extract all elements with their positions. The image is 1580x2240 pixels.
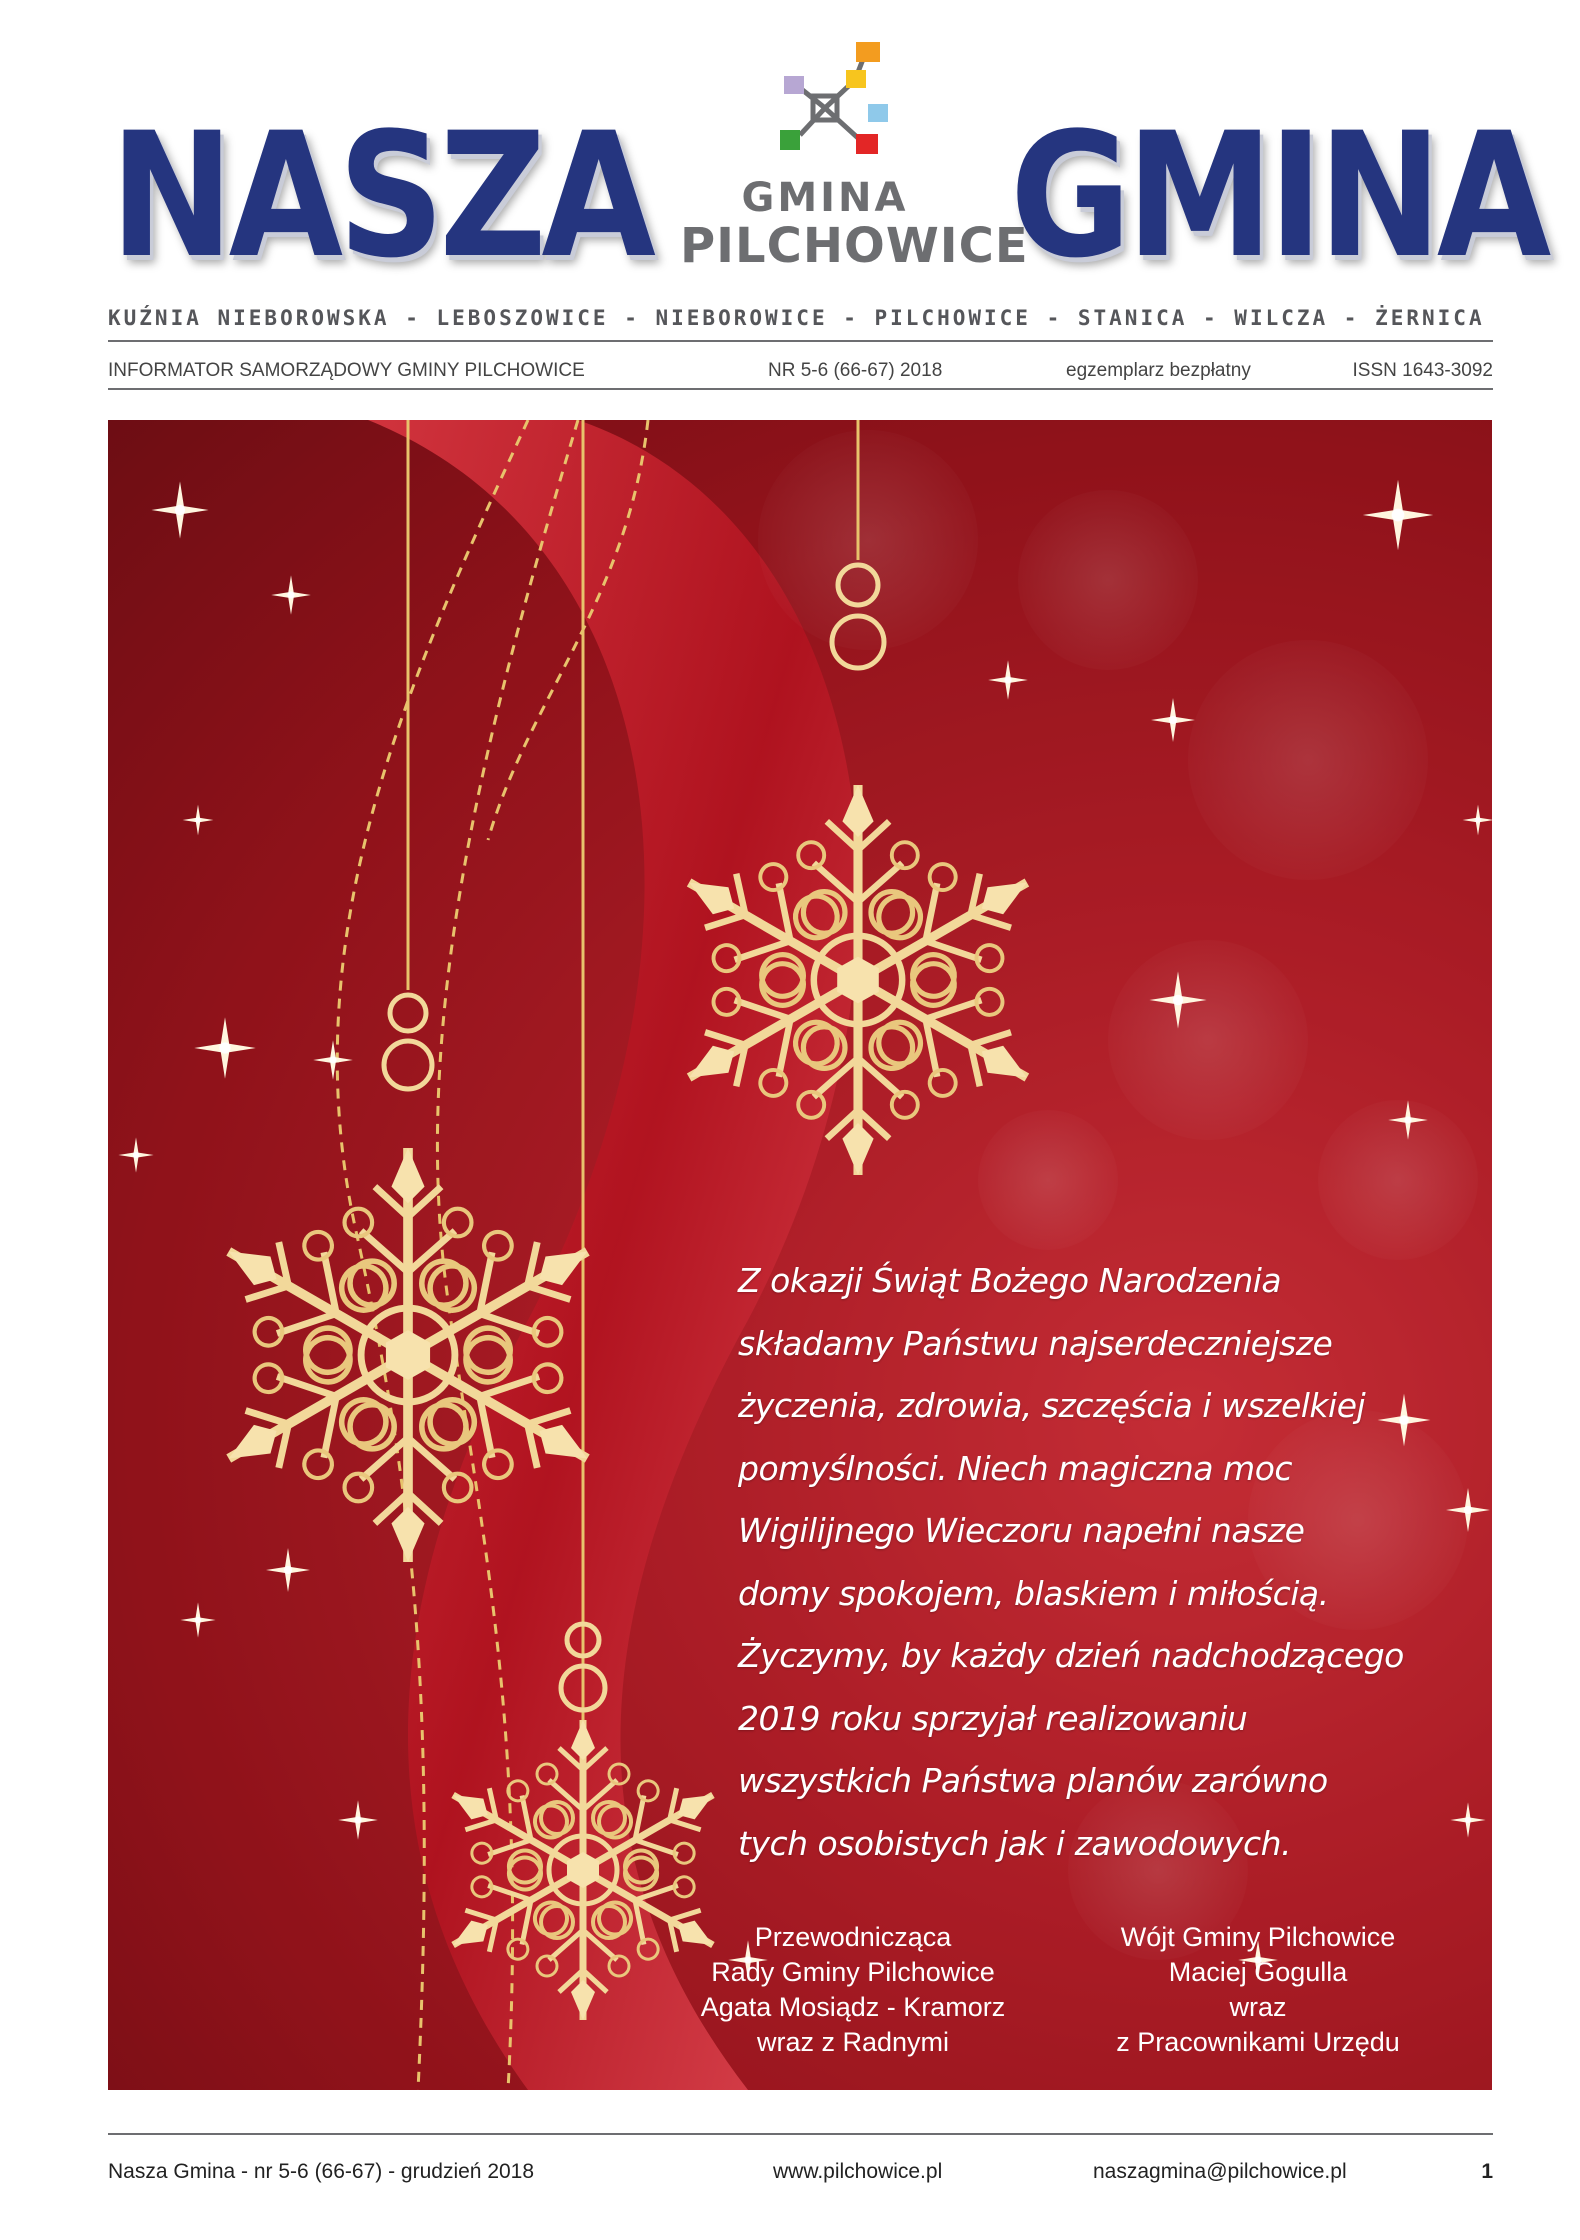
- wishes-line: Z okazji Świąt Bożego Narodzenia: [738, 1261, 1282, 1300]
- logo-text-pilchowice: PILCHOWICE: [680, 218, 1029, 274]
- wishes-line: pomyślności. Niech magiczna moc: [738, 1448, 1293, 1488]
- signature-line: Maciej Gogulla: [1168, 1957, 1348, 1987]
- header-divider-top: [108, 340, 1493, 342]
- villages-list: KUŹNIA NIEBOROWSKA - LEBOSZOWICE - NIEBOROWICE - PILCHOWICE - STANICA - WILCZA - ŻERNICA: [108, 306, 1485, 330]
- footer-issue-text: Nasza Gmina - nr 5-6 (66-67) - grudzień 2018: [108, 2160, 535, 2183]
- wishes-line: wszystkich Państwa planów zarówno: [738, 1761, 1328, 1800]
- wishes-line: 2019 roku sprzyjał realizowaniu: [738, 1698, 1248, 1738]
- signature-line: Wójt Gminy Pilchowice: [1120, 1922, 1396, 1952]
- masthead: [0, 0, 1580, 296]
- christmas-cover-illustration: [108, 420, 1492, 2090]
- wishes-line: Życzymy, by każdy dzień nadchodzącego: [738, 1636, 1404, 1675]
- footer-divider: [108, 2133, 1493, 2135]
- signature-council-chair: [683, 1920, 1023, 2060]
- wishes-line: Wigilijnego Wieczoru napełni nasze: [738, 1511, 1305, 1550]
- free-copy-note: egzemplarz bezpłatny: [1066, 360, 1251, 381]
- wishes-line: domy spokojem, blaskiem i miłością.: [738, 1573, 1329, 1613]
- title-gmina: GMINA: [1010, 95, 1547, 296]
- info-bar: [108, 360, 1493, 384]
- footer-website-link[interactable]: www.pilchowice.pl: [773, 2160, 943, 2183]
- network-logo-icon: [760, 40, 890, 165]
- signature-line: wraz z Radnymi: [756, 2027, 950, 2057]
- signature-line: Przewodnicząca: [754, 1922, 952, 1952]
- wishes-line: tych osobistych jak i zawodowych.: [738, 1823, 1291, 1863]
- title-nasza: NASZA: [110, 95, 651, 296]
- wishes-line: składamy Państwu najserdeczniejsze: [738, 1323, 1333, 1363]
- wishes-line: życzenia, zdrowia, szczęścia i wszelkiej: [738, 1386, 1366, 1425]
- publisher-label: INFORMATOR SAMORZĄDOWY GMINY PILCHOWICE: [108, 360, 585, 381]
- signature-mayor: [1088, 1920, 1428, 2060]
- footer-email-link[interactable]: naszagmina@pilchowice.pl: [1093, 2160, 1347, 2183]
- logo-text-gmina: GMINA: [741, 175, 909, 221]
- signature-line: wraz: [1229, 1992, 1287, 2022]
- signature-line: z Pracownikami Urzędu: [1116, 2027, 1400, 2057]
- holiday-wishes-text: [738, 1250, 1458, 1875]
- signature-line: Rady Gminy Pilchowice: [711, 1957, 995, 1987]
- page-footer: [108, 2160, 1493, 2190]
- header-divider-bottom: [108, 388, 1493, 390]
- page-number: 1: [1481, 2160, 1493, 2183]
- issue-number: NR 5-6 (66-67) 2018: [768, 360, 943, 381]
- issn-number: ISSN 1643-3092: [1352, 360, 1493, 381]
- signature-line: Agata Mosiądz - Kramorz: [700, 1992, 1006, 2022]
- gmina-pilchowice-logo: [680, 40, 1029, 274]
